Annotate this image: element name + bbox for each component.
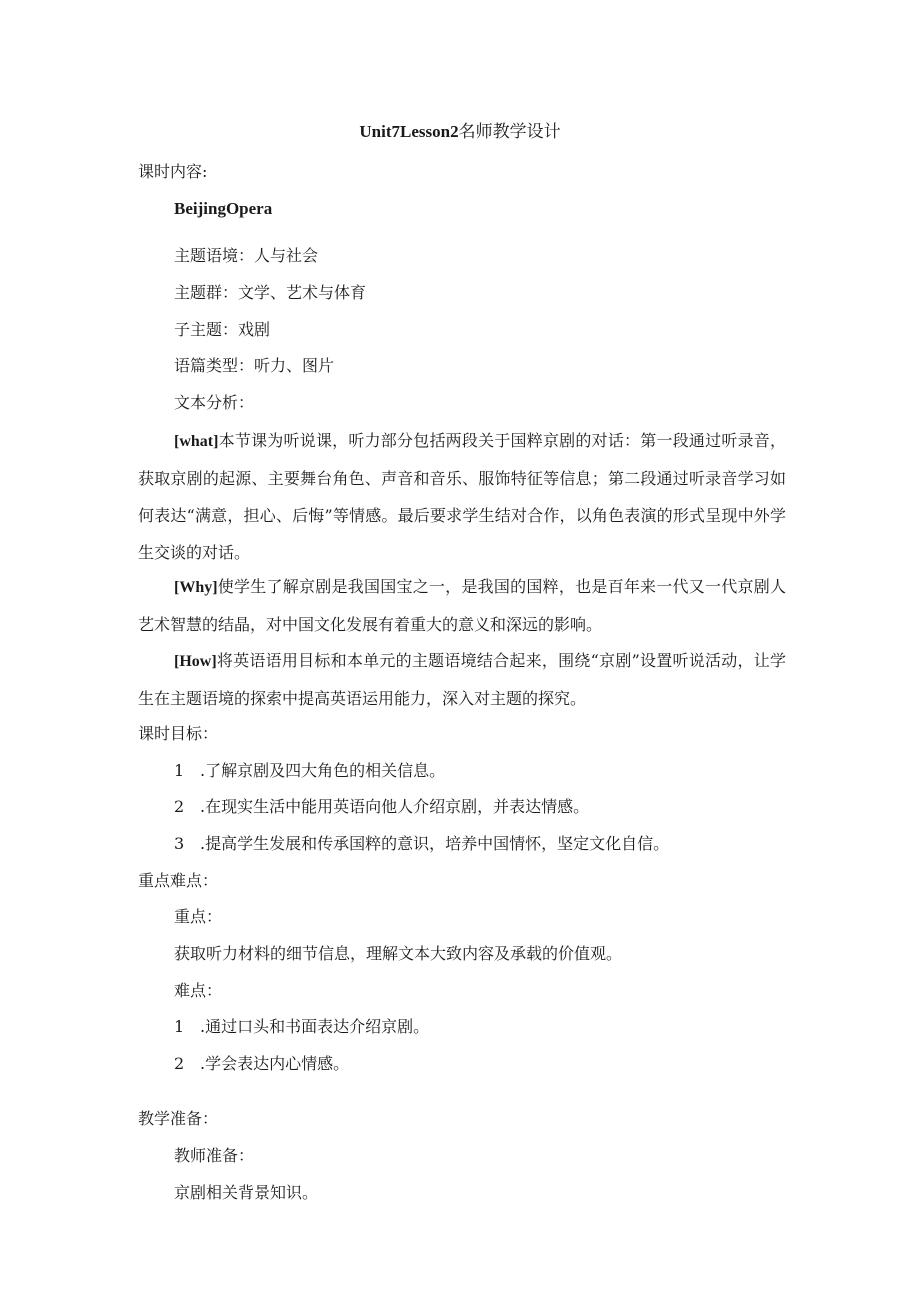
objective-item	[174, 834, 669, 854]
why-paragraph	[138, 568, 786, 643]
difficulty-item	[174, 1054, 349, 1074]
page-title	[0, 122, 920, 142]
text-type: 语篇类型：听力、图片	[174, 356, 335, 375]
how-text: 将英语语用目标和本单元的主题语境结合起来，围绕“京剧”设置听说活动，让学生在主题语境的探索中提高英语运用能力，深入对主题的探究。	[138, 651, 786, 708]
text-analysis-heading: 文本分析：	[174, 393, 255, 412]
teacher-prep-label: 教师准备：	[174, 1146, 255, 1165]
key-points-heading: 重点难点：	[138, 871, 219, 890]
objectives-heading: 课时目标：	[138, 724, 219, 743]
how-paragraph	[138, 642, 786, 717]
what-text: 本节课为听说课，听力部分包括两段关于国粹京剧的对话：第一段通过听录音，获取京剧的起源、主要舞台角色、声音和音乐、服饰特征等信息；第二段通过听录音学习如何表达“满意，担心、后悔”等情感。最后要求学生结对合作，以角色表演的形式呈现中外学生交谈的对话。	[138, 431, 786, 562]
objective-number: 1	[174, 761, 185, 780]
what-paragraph	[138, 422, 786, 571]
theme-context: 主题语境：人与社会	[174, 246, 319, 265]
topic-title: BeijingOpera	[174, 199, 273, 218]
how-tag: [How]	[174, 653, 217, 670]
difficult-label: 难点：	[174, 981, 223, 1000]
key-text: 获取听力材料的细节信息，理解文本大致内容及承载的价值观。	[174, 944, 623, 963]
theme-group: 主题群：文学、艺术与体育	[174, 283, 367, 302]
prep-heading: 教学准备：	[138, 1109, 219, 1128]
difficulty-item	[174, 1017, 429, 1037]
difficulty-text: .通过口头和书面表达介绍京剧。	[200, 1017, 430, 1036]
difficulty-number: 2	[174, 1054, 185, 1073]
objective-item	[174, 761, 445, 781]
difficulty-number: 1	[174, 1017, 185, 1036]
objective-text: .了解京剧及四大角色的相关信息。	[200, 761, 446, 780]
difficulty-text: .学会表达内心情感。	[200, 1054, 350, 1073]
teacher-prep-text: 京剧相关背景知识。	[174, 1183, 319, 1202]
title-english: Unit7Lesson2	[359, 122, 459, 141]
objective-text: .在现实生活中能用英语向他人介绍京剧，并表达情感。	[200, 797, 590, 816]
why-text: 使学生了解京剧是我国国宝之一，是我国的国粹，也是百年来一代又一代京剧人艺术智慧的结晶，对中国文化发展有着重大的意义和深远的影响。	[138, 577, 786, 634]
title-chinese: 名师教学设计	[458, 122, 561, 142]
objective-text: .提高学生发展和传承国粹的意识，培养中国情怀，坚定文化自信。	[200, 834, 670, 853]
why-tag: [Why]	[174, 579, 218, 596]
objective-item	[174, 797, 589, 817]
objective-number: 2	[174, 797, 185, 816]
objective-number: 3	[174, 834, 185, 853]
sub-theme: 子主题：戏剧	[174, 320, 271, 339]
what-tag: [what]	[174, 433, 219, 450]
key-label: 重点：	[174, 907, 223, 926]
content-heading: 课时内容:	[138, 162, 208, 181]
